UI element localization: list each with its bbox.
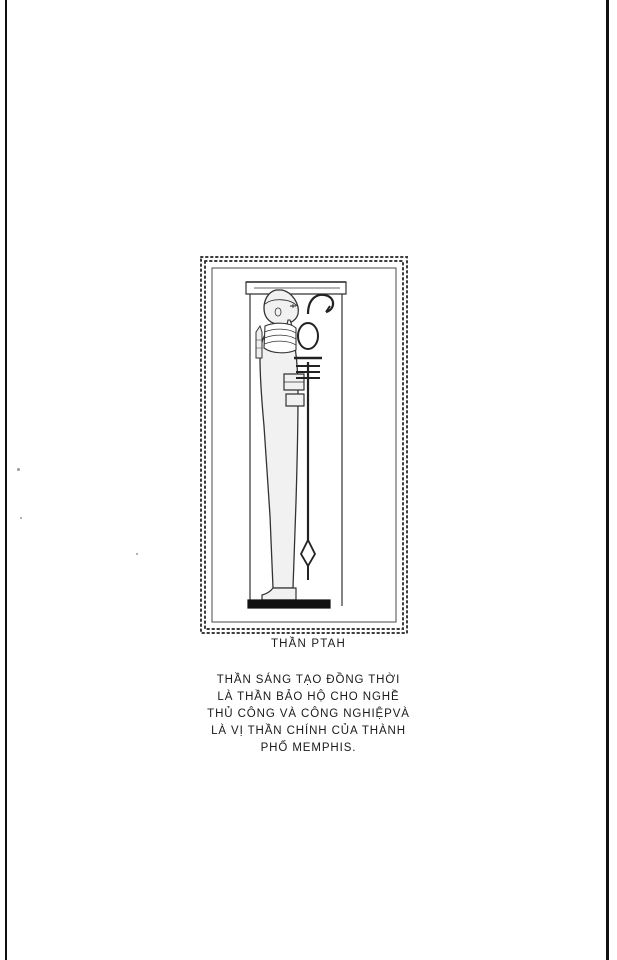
ptah-illustration	[198, 254, 410, 636]
illustration-caption-title: THẦN PTAH	[270, 638, 347, 650]
caption-line: LÀ VỊ THẦN CHÍNH CỦA THÀNH	[211, 725, 406, 737]
illustration-caption-body	[0, 672, 617, 757]
caption-line: LÀ THẦN BẢO HỘ CHO NGHỀ	[217, 691, 400, 703]
caption-line: THỦ CÔNG VÀ CÔNG NGHIỆPVÀ	[207, 708, 410, 720]
page-speck	[136, 553, 138, 555]
caption-line: PHỐ MEMPHIS.	[260, 742, 357, 754]
page-left-edge-line	[5, 0, 7, 960]
caption-line: THẦN SÁNG TẠO ĐỒNG THỜI	[216, 674, 401, 686]
illustration-plate	[198, 254, 410, 636]
page-right-edge-line	[606, 0, 609, 960]
page-speck	[20, 517, 22, 519]
page-speck	[17, 468, 20, 471]
